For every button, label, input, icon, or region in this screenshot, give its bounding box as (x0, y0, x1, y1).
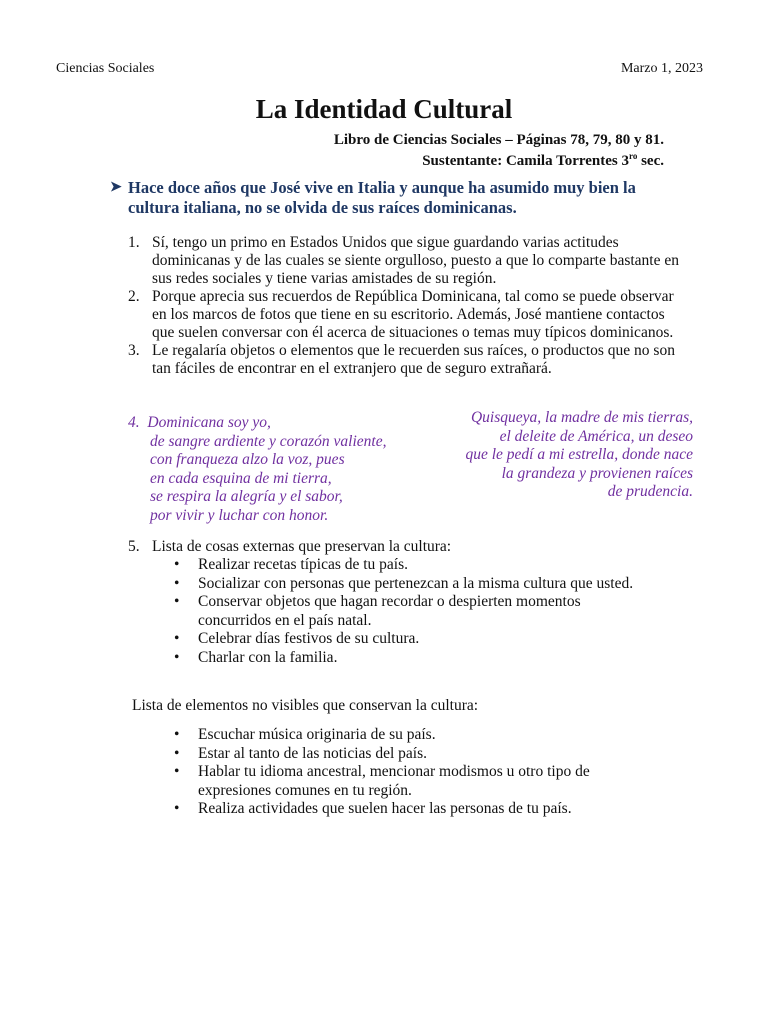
nonvisible-list-heading: Lista de elementos no visibles que conservan la cultura: (132, 697, 479, 714)
poem-line: que le pedí a mi estrella, donde nace (465, 446, 693, 463)
list-item-text: Porque aprecia sus recuerdos de República Dominicana, tal como se puede observar en los marcos de fotos que tiene en su escritorio. Además, José mantiene contactos que suelen conversar con él acerca de situaciones o temas muy típicos dominicanos. (152, 288, 674, 341)
list-item-text: Hablar tu idioma ancestral, mencionar modismos u otro tipo de expresiones comunes en tu región. (198, 763, 590, 799)
lead-statement-text: Hace doce años que José vive en Italia y aunque ha asumido muy bien la cultura italiana, no se olvida de sus raíces dominicanas. (128, 178, 636, 217)
round-bullet-icon: • (174, 630, 180, 647)
poem-line: de sangre ardiente y corazón valiente, (150, 432, 387, 450)
external-list-heading (124, 538, 684, 557)
list-item-text: Realizar recetas típicas de tu país. (198, 556, 409, 573)
list-item-text: Estar al tanto de las noticias del país. (198, 744, 427, 762)
round-bullet-icon: • (174, 800, 180, 817)
list-item (124, 575, 644, 594)
list-item (124, 649, 644, 668)
poem-line: de prudencia. (607, 483, 693, 500)
arrowhead-bullet-icon: ➤ (110, 180, 122, 195)
poem-line-text: Dominicana soy yo, (147, 414, 271, 431)
list-heading-text: Lista de cosas externas que preservan la cultura: (152, 538, 452, 555)
list-number: 3. (128, 342, 140, 359)
list-item-text: Sí, tengo un primo en Estados Unidos que sigue guardando varias actitudes dominicanas y de las cuales se siente orgulloso, puesto a que lo comparte bastante en sus redes sociales y tiene varias amistades de su región. (152, 234, 679, 287)
list-number: 5. (128, 538, 140, 555)
poem-left (128, 414, 386, 525)
lead-statement (110, 178, 670, 218)
external-items-list (124, 556, 644, 667)
list-item (124, 556, 644, 575)
list-item-text: Conservar objetos que hagan recordar o despierten momentos concurridos en el país natal. (198, 593, 581, 629)
poem-line: Quisqueya, la madre de mis tierras, (470, 409, 693, 426)
list-item (124, 288, 684, 342)
book-reference: Libro de Ciencias Sociales – Páginas 78, 79, 80 y 81. (333, 132, 664, 148)
list-item (124, 234, 684, 288)
presenter-name: Sustentante: Camila Torrentes 3 (422, 153, 629, 169)
poem-line: se respira la alegría y el sabor, (150, 488, 343, 505)
list-item-text: Celebrar días festivos de su cultura. (198, 630, 420, 647)
nonvisible-items-list (124, 726, 644, 819)
poem-line: en cada esquina de mi tierra, (150, 469, 332, 487)
list-item-text: Socializar con personas que pertenezcan a la misma cultura que usted. (198, 574, 634, 592)
list-item-text: Realiza actividades que suelen hacer las personas de tu país. (198, 800, 572, 817)
header-date: Marzo 1, 2023 (620, 61, 703, 76)
list-number: 4. (128, 414, 140, 431)
round-bullet-icon: • (174, 726, 180, 743)
poem-line (128, 414, 386, 433)
list-item (124, 800, 644, 819)
list-item (124, 726, 644, 745)
list-item (124, 538, 684, 557)
list-item (124, 763, 644, 800)
page-title: La Identidad Cultural (255, 94, 513, 124)
poem-line: la grandeza y provienen raíces (501, 464, 693, 482)
poem-line: el deleite de América, un deseo (499, 427, 693, 445)
round-bullet-icon: • (174, 556, 180, 573)
list-item-text: Charlar con la familia. (198, 648, 338, 666)
list-number: 2. (128, 288, 140, 305)
section-label: sec. (637, 153, 664, 169)
poem-line: por vivir y luchar con honor. (150, 506, 329, 524)
list-number: 1. (128, 234, 140, 251)
round-bullet-icon: • (174, 763, 180, 780)
list-item (124, 745, 644, 764)
subtitle-block (334, 132, 664, 169)
list-item (124, 593, 644, 630)
header-subject: Ciencias Sociales (56, 61, 155, 76)
answers-list (124, 234, 684, 378)
list-item-text: Le regalaría objetos o elementos que le recuerden sus raíces, o productos que no son tan fáciles de encontrar en el extranjero que de seguro extrañará. (152, 342, 675, 377)
list-item (124, 630, 644, 649)
list-item-text: Escuchar música originaria de su país. (198, 726, 436, 743)
round-bullet-icon: • (174, 574, 180, 592)
round-bullet-icon: • (174, 648, 180, 666)
grade-superscript: ro (629, 151, 638, 161)
round-bullet-icon: • (174, 593, 180, 610)
poem-line: con franqueza alzo la voz, pues (150, 451, 345, 468)
list-item (124, 342, 684, 378)
poem-right (465, 409, 693, 502)
round-bullet-icon: • (174, 744, 180, 762)
presenter-line (334, 148, 664, 169)
